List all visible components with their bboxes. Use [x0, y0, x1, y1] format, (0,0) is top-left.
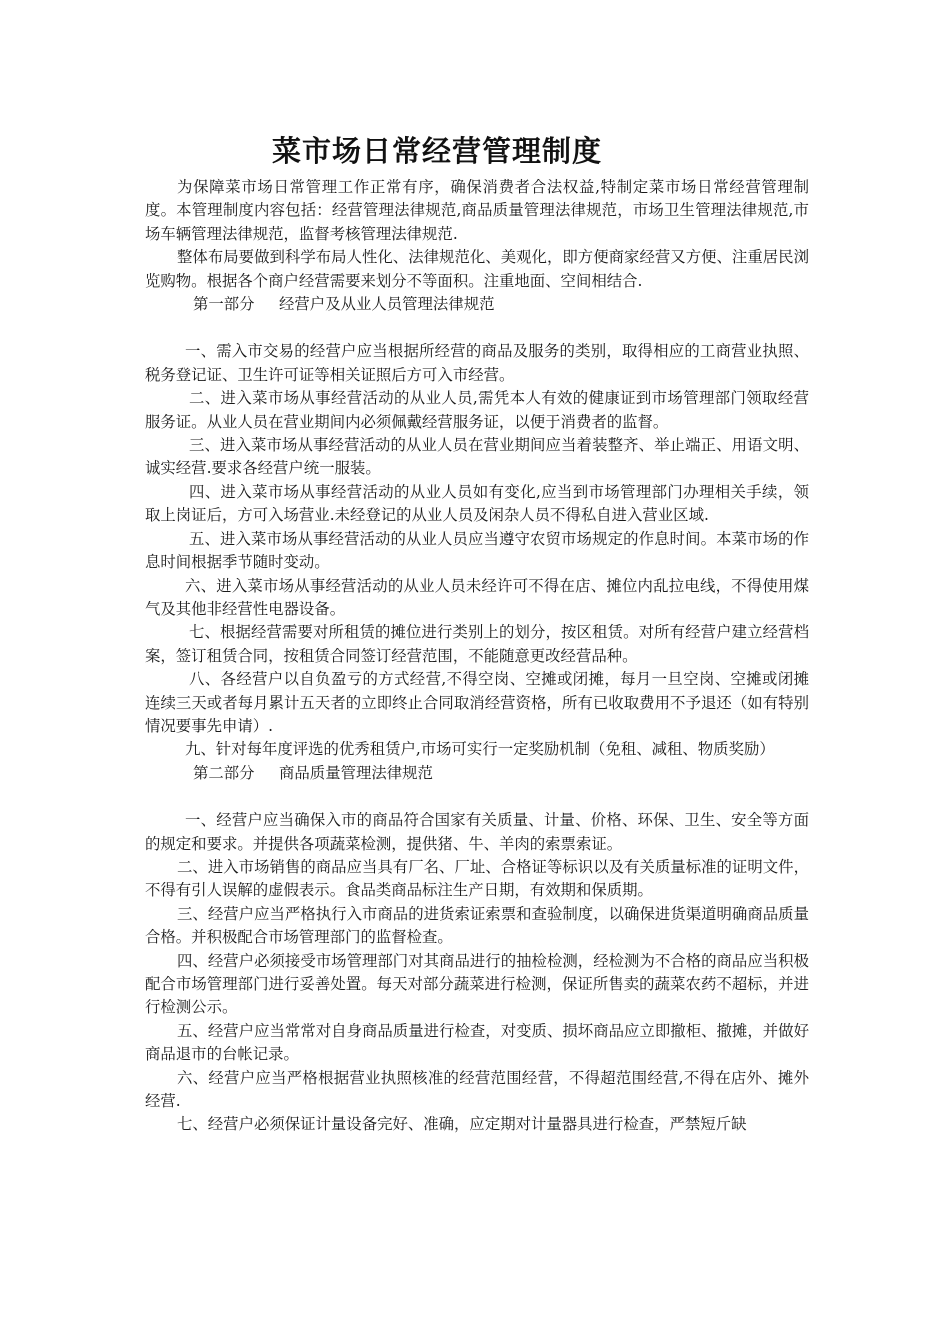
part1-item	[145, 387, 809, 434]
part2-item: 五、经营户应当常常对自身商品质量进行检查，对变质、损坏商品应立即撤柜、撤摊，并做好商品退市的台帐记录。	[145, 1021, 809, 1064]
part2-item: 一、经营户应当确保入市的商品符合国家有关质量、计量、价格、环保、卫生、安全等方面的规定和要求。并提供各项蔬菜检测，提供猪、牛、羊肉的索票索证。	[145, 811, 809, 853]
part1-item: 九、针对每年度评选的优秀租赁户,市场可实行一定奖励机制（免租、减租、物质奖励）	[185, 740, 775, 759]
part1-item: 八、各经营户以自负盈亏的方式经营,不得空岗、空摊或闭摊，每月一旦空岗、空摊或闭摊连续三天或者每月累计五天者的立即终止合同取消经营资格，所有已收取费用不予退还（如有特别情况要事先申请）.	[145, 670, 809, 735]
part2-item: 六、经营户应当严格根据营业执照核准的经营范围经营，不得超范围经营,不得在店外、摊外经营.	[145, 1068, 809, 1111]
part1-item: 三、进入菜市场从事经营活动的从业人员在营业期间应当着装整齐、举止端正、用语文明、诚实经营.要求各经营户统一服装。	[145, 436, 809, 478]
part1-item: 四、进入菜市场从事经营活动的从业人员如有变化,应当到市场管理部门办理相关手续，领取上岗证后，方可入场营业.未经登记的从业人员及闲杂人员不得私自进入营业区域.	[145, 482, 809, 525]
part1-heading: 第一部分 经营户及从业人员管理法律规范	[193, 295, 495, 314]
part2-heading: 第二部分 商品质量管理法律规范	[193, 763, 433, 782]
intro-paragraph: 为保障菜市场日常管理工作正常有序，确保消费者合法权益,特制定菜市场日常经营管理制度。本管理制度内容包括：经营管理法律规范,商品质量管理法律规范，市场卫生管理法律规范,市场车辆管理法律规范，监督考核管理法律规范.	[145, 178, 809, 243]
spacer	[145, 316, 809, 340]
part1-item: 一、需入市交易的经营户应当根据所经营的商品及服务的类别，取得相应的工商营业执照、税务登记证、卫生许可证等相关证照后方可入市经营。	[145, 342, 809, 384]
part1-item: 七、根据经营需要对所租赁的摊位进行类别上的划分，按区租赁。对所有经营户建立经营档案，签订租赁合同，按租赁合同签订经营范围，不能随意更改经营品种。	[145, 623, 809, 665]
part1-item: 六、进入菜市场从事经营活动的从业人员未经许可不得在店、摊位内乱拉电线，不得使用煤气及其他非经营性电器设备。	[145, 576, 809, 618]
part2-item: 二、进入市场销售的商品应当具有厂名、厂址、合格证等标识以及有关质量标准的证明文件，不得有引人误解的虚假表示。食品类商品标注生产日期，有效期和保质期。	[145, 857, 809, 900]
part2-item: 四、经营户必须接受市场管理部门对其商品进行的抽检检测，经检测为不合格的商品应当积极配合市场管理部门进行妥善处置。每天对部分蔬菜进行检测，保证所售卖的蔬菜农药不超标，并进行检测公示。	[145, 951, 809, 1017]
part1-item: 五、进入菜市场从事经营活动的从业人员应当遵守农贸市场规定的作息时间。本菜市场的作息时间根据季节随时变动。	[145, 529, 809, 572]
part2-item: 三、经营户应当严格执行入市商品的进货索证索票和查验制度，以确保进货渠道明确商品质量合格。并积极配合市场管理部门的监督检查。	[145, 904, 809, 947]
part1-item-text: 二、进入菜市场从事经营活动的从业人员,需凭本人有效的健康证到市场管理部门领取经营服务证。从业人员在营业期间内必须佩戴经营服务证，以便于消费者的监督。	[145, 389, 809, 431]
intro-paragraph: 整体布局要做到科学布局人性化、法律规范化、美观化，即方便商家经营又方便、注重居民浏览购物。根据各个商户经营需要来划分不等面积。注重地面、空间相结合.	[145, 248, 809, 290]
document-title: 菜市场日常经营管理制度	[272, 134, 603, 168]
part2-item: 七、经营户必须保证计量设备完好、准确，应定期对计量器具进行检查，严禁短斤缺	[177, 1115, 747, 1134]
spacer	[145, 785, 809, 809]
document-body	[145, 176, 809, 1137]
